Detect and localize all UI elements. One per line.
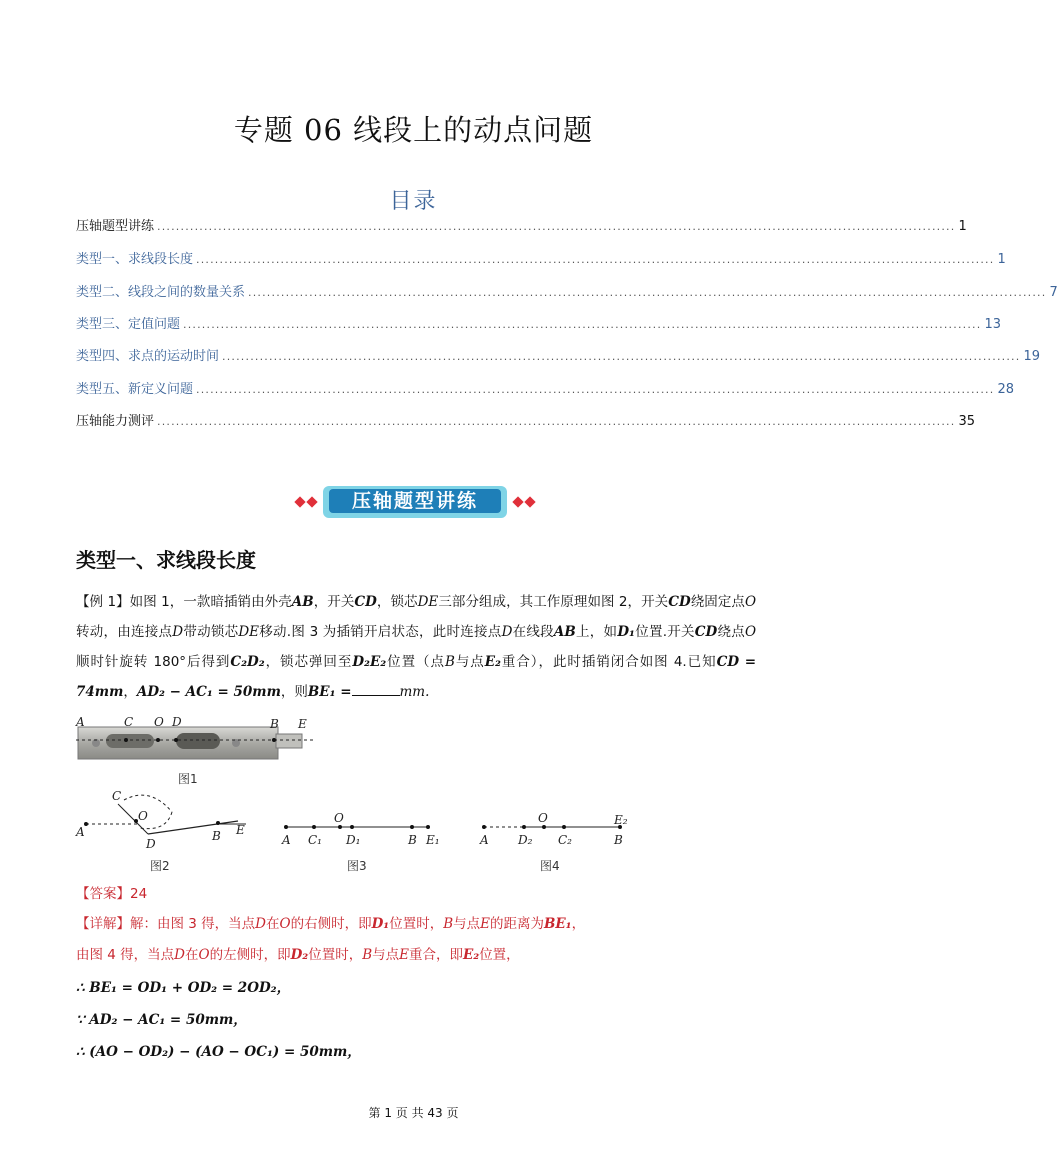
text: 的距离为 [489, 916, 544, 932]
toc-item-label: 类型二、线段之间的数量关系 [76, 285, 246, 300]
fig1-label: A [76, 715, 85, 729]
bolt-de [148, 821, 238, 834]
diamond-icon [294, 496, 305, 507]
fig4-label: D₂ [518, 833, 533, 847]
fig4-label: C₂ [558, 833, 572, 847]
point [174, 738, 178, 742]
math-ab: AB [291, 594, 314, 610]
toc-item-type-5[interactable] [76, 380, 1014, 400]
toc-item-page: 13 [984, 317, 1001, 332]
math-ab: AB [553, 624, 576, 640]
fig3-label: B [408, 833, 417, 847]
toc-leader-dots: .......................................................................................................................................................................... [222, 350, 1021, 363]
text: 与点 [454, 654, 485, 670]
math: ∵ AD₂ − AC₁ = 50mm， [76, 1012, 247, 1028]
text: 由图 4 得，当点 [76, 947, 175, 963]
math: E [480, 916, 490, 932]
text: 绕固定点 [690, 594, 745, 610]
text: 的左侧时，即 [209, 947, 291, 963]
text: ，锁芯 [376, 594, 418, 610]
fig3-label: C₁ [308, 833, 322, 847]
fig1-label: O [154, 715, 164, 729]
page-title: 专题 06 线段上的动点问题 [233, 113, 594, 147]
diamond-icon [512, 496, 523, 507]
solution-equation-1 [76, 978, 290, 998]
answer-tag: 【答案】 [76, 886, 130, 902]
figure-1-caption: 图1 [178, 772, 198, 786]
section-heading: 类型一、求线段长度 [76, 548, 256, 572]
fig2-label: A [76, 825, 85, 839]
diamond-icon [524, 496, 535, 507]
toc-item-page: 1 [997, 252, 1006, 267]
toc-item-label: 类型四、求点的运动时间 [76, 349, 220, 364]
math-cd: CD [668, 594, 691, 610]
text: 三部分组成，其工作原理如图 2，开关 [438, 594, 669, 610]
point [562, 825, 566, 829]
toc-item-label: 压轴题型讲练 [76, 219, 155, 234]
math: BE₁ [543, 916, 572, 932]
toc-heading: 目录 [389, 189, 438, 214]
toc-item-label: 类型三、定值问题 [76, 317, 181, 332]
point [156, 738, 160, 742]
math-d2e2: D₂E₂ [352, 654, 387, 670]
math-b: B [444, 654, 455, 670]
detail-line-2 [76, 945, 520, 965]
answer-value: 24 [130, 886, 148, 902]
math: O [279, 916, 291, 932]
fig3-label: E₁ [426, 833, 440, 847]
math-d1: D₁ [617, 624, 635, 640]
fig1-label: C [124, 715, 134, 729]
toc-item-page: 19 [1023, 349, 1040, 364]
figure-2-caption: 图2 [150, 859, 170, 873]
text: 转动，由连接点 [76, 624, 173, 640]
fig3-label: O [334, 811, 344, 825]
toc-item-page: 1 [958, 219, 967, 234]
fig2-label: D [146, 837, 156, 851]
text: 上，如 [575, 624, 618, 640]
toc-item-page: 7 [1049, 285, 1058, 300]
text: 与点 [372, 947, 400, 963]
math-d: D [501, 624, 513, 640]
math-o: O [744, 594, 757, 610]
fig2-label: E [236, 823, 245, 837]
text: 在 [266, 916, 280, 932]
text: 带动锁芯 [183, 624, 239, 640]
math-c2d2: C₂D₂ [230, 654, 265, 670]
math-d: D [172, 624, 184, 640]
toc-item-type-1[interactable] [76, 250, 1006, 270]
toc-leader-dots: .......................................................................................................................................................................... [157, 220, 956, 233]
figure-2 [70, 782, 270, 852]
text: ，则 [280, 684, 308, 700]
text: 在线段 [512, 624, 554, 640]
toc-leader-dots: .......................................................................................................................................................................... [196, 383, 995, 396]
answer-blank [352, 681, 400, 696]
fig4-label: B [614, 833, 623, 847]
diamond-icon [306, 496, 317, 507]
math-condition-2: AD₂ − AC₁ = 50mm [136, 684, 281, 700]
math: O [198, 947, 210, 963]
math: B [443, 916, 454, 932]
math: D₁ [371, 916, 390, 932]
math: ∴ BE₁ = OD₁ + OD₂ = 2OD₂， [76, 980, 291, 996]
text: 顺时针旋转 180°后得到 [76, 654, 231, 670]
text: 重合，即 [408, 947, 463, 963]
toc-leader-dots: .......................................................................................................................................................................... [183, 318, 982, 331]
point [312, 825, 316, 829]
figure-4 [476, 812, 646, 852]
unit: mm. [399, 684, 430, 700]
fig1-label: E [298, 717, 307, 731]
math-question: BE₁ = [307, 684, 352, 700]
point [272, 738, 276, 742]
math: D₂ [290, 947, 309, 963]
detail-tag: 【详解】 [76, 916, 130, 932]
text: 解：由图 3 得，当点 [130, 916, 256, 932]
math: D [174, 947, 185, 963]
point [542, 825, 546, 829]
text: 与点 [453, 916, 481, 932]
toc-item-label: 类型一、求线段长度 [76, 252, 194, 267]
fig1-label: D [172, 715, 182, 729]
point [522, 825, 526, 829]
math-de: DE [238, 624, 260, 640]
toc-item-label: 类型五、新定义问题 [76, 382, 194, 397]
point [284, 825, 288, 829]
point [482, 825, 486, 829]
figure-3 [278, 812, 448, 852]
math: E₂ [462, 947, 480, 963]
example-tag: 【例 1】 [76, 594, 130, 610]
point [426, 825, 430, 829]
text: ， [123, 684, 137, 700]
answer-line [76, 884, 147, 904]
text: 绕点 [717, 624, 745, 640]
text: 在 [185, 947, 199, 963]
fig3-label: D₁ [346, 833, 361, 847]
text: 移动.图 3 为插销开启状态，此时连接点 [259, 624, 502, 640]
fig2-label: B [212, 829, 221, 843]
fig4-label: O [538, 811, 548, 825]
math: E [399, 947, 409, 963]
text: ，锁芯弹回至 [264, 654, 353, 670]
text: 位置时， [308, 947, 363, 963]
banner-text: 压轴题型讲练 [351, 490, 478, 512]
math: B [362, 947, 373, 963]
toc-leader-dots: .......................................................................................................................................................................... [157, 415, 956, 428]
rotation-arc [124, 795, 172, 812]
math: D [255, 916, 266, 932]
latch-slot [176, 733, 220, 749]
toc-item-label: 压轴能力测评 [76, 414, 155, 429]
toc-item-type-3[interactable] [76, 315, 1001, 335]
solution-equation-3 [76, 1042, 361, 1062]
page-footer: 第 1 页 共 43 页 [368, 1106, 459, 1120]
fig3-label: A [282, 833, 291, 847]
detail-line-1 [76, 914, 585, 934]
text: ， [571, 916, 586, 932]
text: 位置， [479, 947, 520, 963]
text: 重合），此时插销闭合如图 4.已知 [500, 654, 717, 670]
point [350, 825, 354, 829]
section-banner [293, 486, 537, 520]
toc-leader-dots: .......................................................................................................................................................................... [248, 286, 1047, 299]
math-cd: CD [354, 594, 377, 610]
fig1-label: B [270, 717, 279, 731]
figure-3-caption: 图3 [347, 859, 367, 873]
point [338, 825, 342, 829]
toc-item-type-4[interactable] [76, 347, 1040, 367]
math-o: O [744, 624, 757, 640]
fig2-label: C [112, 789, 122, 803]
fig4-label: E₂ [614, 813, 628, 827]
text: 位置（点 [386, 654, 445, 670]
math-de: DE [417, 594, 439, 610]
figure-4-caption: 图4 [540, 859, 560, 873]
toc-item-main-practice[interactable] [76, 217, 967, 237]
toc-item-page: 35 [958, 414, 975, 429]
latch-slot [106, 734, 154, 748]
latch-bolt [276, 734, 302, 748]
text: 如图 1，一款暗插销由外壳 [129, 594, 292, 610]
point [124, 738, 128, 742]
math-cd: CD [694, 624, 718, 640]
text: 的右侧时，即 [290, 916, 372, 932]
toc-item-type-2[interactable] [76, 283, 1058, 303]
example-problem [76, 587, 756, 707]
toc-leader-dots: .......................................................................................................................................................................... [196, 253, 995, 266]
toc-item-main-assessment[interactable] [76, 412, 975, 432]
toc-item-page: 28 [997, 382, 1014, 397]
math: ∴ (AO − OD₂) − (AO − OC₁) = 50mm， [76, 1044, 361, 1060]
point [410, 825, 414, 829]
fig2-label: O [138, 809, 148, 823]
text: 位置.开关 [634, 624, 695, 640]
point [216, 821, 220, 825]
math-condition-1: CD = 74mm [76, 654, 757, 700]
solution-equation-2 [76, 1010, 247, 1030]
text: ，开关 [313, 594, 355, 610]
math-e2: E₂ [484, 654, 501, 670]
text: 位置时， [389, 916, 444, 932]
fig4-label: A [480, 833, 489, 847]
